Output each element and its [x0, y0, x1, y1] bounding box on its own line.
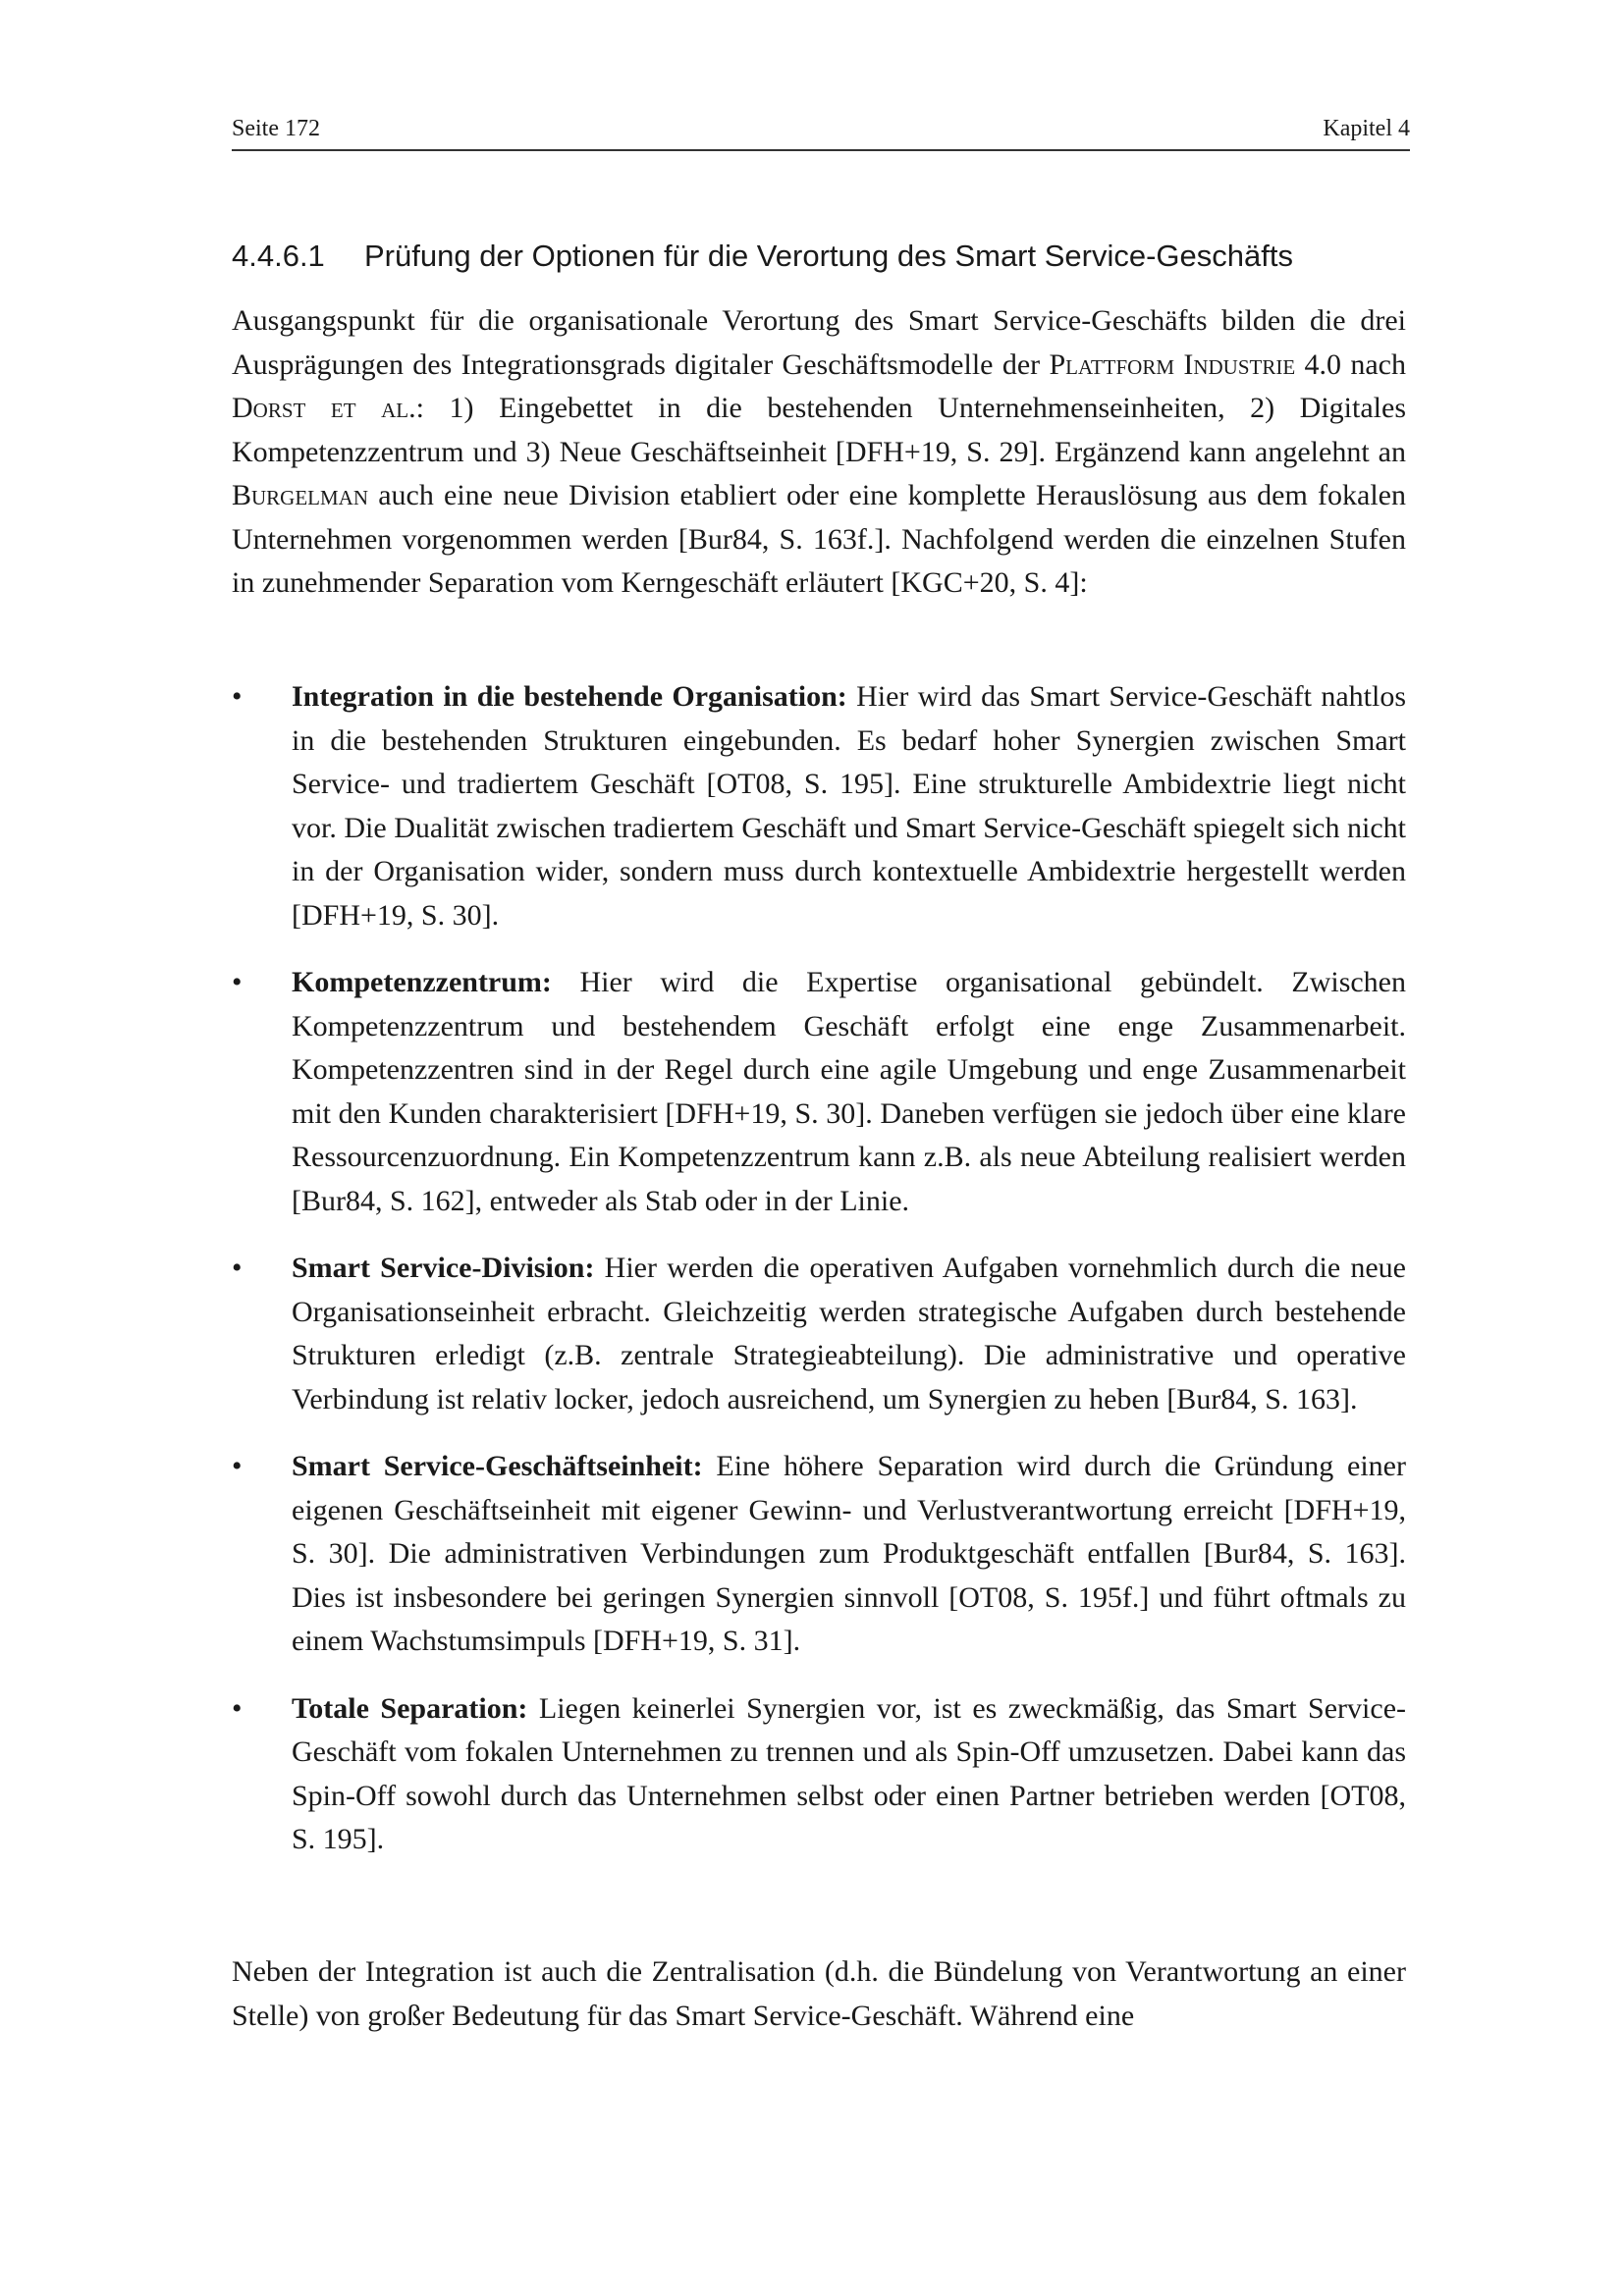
- intro-text-1: Ausgangspunkt für die organisationale Verortung des Smart Service-Geschäfts bilden die drei Ausprägungen des Integrationsgrads digitaler Geschäftsmodelle der: [232, 304, 1406, 381]
- intro-text-4: auch eine neue Division etabliert oder eine komplette Herauslösung aus dem fokalen Unternehmen vorgenommen werden [Bur84, S. 163f.]. Nachfolgend werden die einzelnen Stufen in zunehmender Separation vom Kerngeschäft erläutert [KGC+20, S. 4]:: [232, 479, 1406, 599]
- bullet-term: Kompetenzzentrum:: [292, 966, 552, 998]
- chapter-label: Kapitel 4: [1323, 116, 1410, 141]
- running-header: [232, 108, 1410, 151]
- bullet-text: Hier werden die operativen Aufgaben vornehmlich durch die neue Organisationseinheit erbracht. Gleichzeitig werden strategische Aufgaben durch bestehende Strukturen erledigt (z.B. zentrale Strategieabteilung). Die administrative und operative Verbindung ist relativ locker, jedoch ausreichend, um Synergien zu heben [Bur84, S. 163].: [292, 1252, 1406, 1415]
- bullet-icon: •: [232, 1252, 243, 1284]
- list-item: [232, 1687, 1406, 1862]
- section-title: Prüfung der Optionen für die Verortung des Smart Service-Geschäfts: [364, 239, 1293, 273]
- list-item: [232, 1445, 1406, 1664]
- bullet-icon: •: [232, 1450, 243, 1482]
- list-item: [232, 961, 1406, 1223]
- bullet-term: Integration in die bestehende Organisation:: [292, 680, 847, 713]
- bullet-text: Hier wird die Expertise organisational gebündelt. Zwischen Kompetenzzentrum und bestehendem Geschäft erfolgt eine enge Zusammenarbeit. Kompetenzzentren sind in der Regel durch eine agile Umgebung und enge Zusammenarbeit mit den Kunden charakterisiert [DFH+19, S. 30]. Daneben verfügen sie jedoch über eine klare Ressourcenzuordnung. Ein Kompetenzzentrum kann z.B. als neue Abteilung realisiert werden [Bur84, S. 162], entweder als Stab oder in der Linie.: [292, 966, 1406, 1217]
- bullet-text: Hier wird das Smart Service-Geschäft nahtlos in die bestehenden Strukturen eingebunden. Es bedarf hoher Synergien zwischen Smart Service- und tradiertem Geschäft [OT08, S. 195]. Eine strukturelle Ambidextrie liegt nicht vor. Die Dualität zwischen tradiertem Geschäft und Smart Service-Geschäft spiegelt sich nicht in der Organisation wider, sondern muss durch kontextuelle Ambidextrie hergestellt werden [DFH+19, S. 30].: [292, 680, 1406, 932]
- closing-paragraph: Neben der Integration ist auch die Zentralisation (d.h. die Bündelung von Verantwortung an einer Stelle) von großer Bedeutung für das Smart Service-Geschäft. Während eine: [232, 1955, 1406, 2032]
- intro-paragraph: [232, 299, 1406, 606]
- bullet-text: Liegen keinerlei Synergien vor, ist es zweckmäßig, das Smart Service-Geschäft vom fokalen Unternehmen zu trennen und als Spin-Off umzusetzen. Dabei kann das Spin-Off sowohl durch das Unternehmen selbst oder einen Partner betrieben werden [OT08, S. 195].: [292, 1691, 1406, 1855]
- page-number: Seite 172: [232, 116, 320, 141]
- list-item: [232, 1247, 1406, 1421]
- intro-text-2: 4.0 nach: [1295, 347, 1406, 381]
- bullet-icon: •: [232, 680, 243, 713]
- intro-text-3: : 1) Eingebettet in die bestehenden Unternehmenseinheiten, 2) Digitales Kompetenzzentrum und 3) Neue Geschäftseinheit [DFH+19, S. 29]. Ergänzend kann angelehnt an: [232, 392, 1406, 468]
- intro-smallcaps-2: Dorst et al.: [232, 392, 416, 424]
- bullet-list: [232, 675, 1406, 1886]
- intro-smallcaps-1: Plattform Industrie: [1049, 347, 1296, 381]
- bullet-text: Eine höhere Separation wird durch die Gründung einer eigenen Geschäftseinheit mit eigener Gewinn- und Verlustverantwortung erreicht [DFH+19, S. 30]. Die administrativen Verbindungen zum Produktgeschäft entfallen [Bur84, S. 163]. Dies ist insbesondere bei geringen Synergien sinnvoll [OT08, S. 195f.] und führt oftmals zu einem Wachstumsimpuls [DFH+19, S. 31].: [292, 1450, 1406, 1657]
- intro-smallcaps-3: Burgelman: [232, 479, 369, 511]
- list-item: [232, 675, 1406, 937]
- section-number: 4.4.6.1: [232, 239, 325, 273]
- bullet-term: Smart Service-Geschäftseinheit:: [292, 1450, 703, 1482]
- section-heading: [232, 239, 1410, 274]
- bullet-icon: •: [232, 1691, 243, 1725]
- bullet-icon: •: [232, 966, 243, 998]
- bullet-term: Totale Separation:: [292, 1691, 528, 1725]
- bullet-term: Smart Service-Division:: [292, 1252, 595, 1284]
